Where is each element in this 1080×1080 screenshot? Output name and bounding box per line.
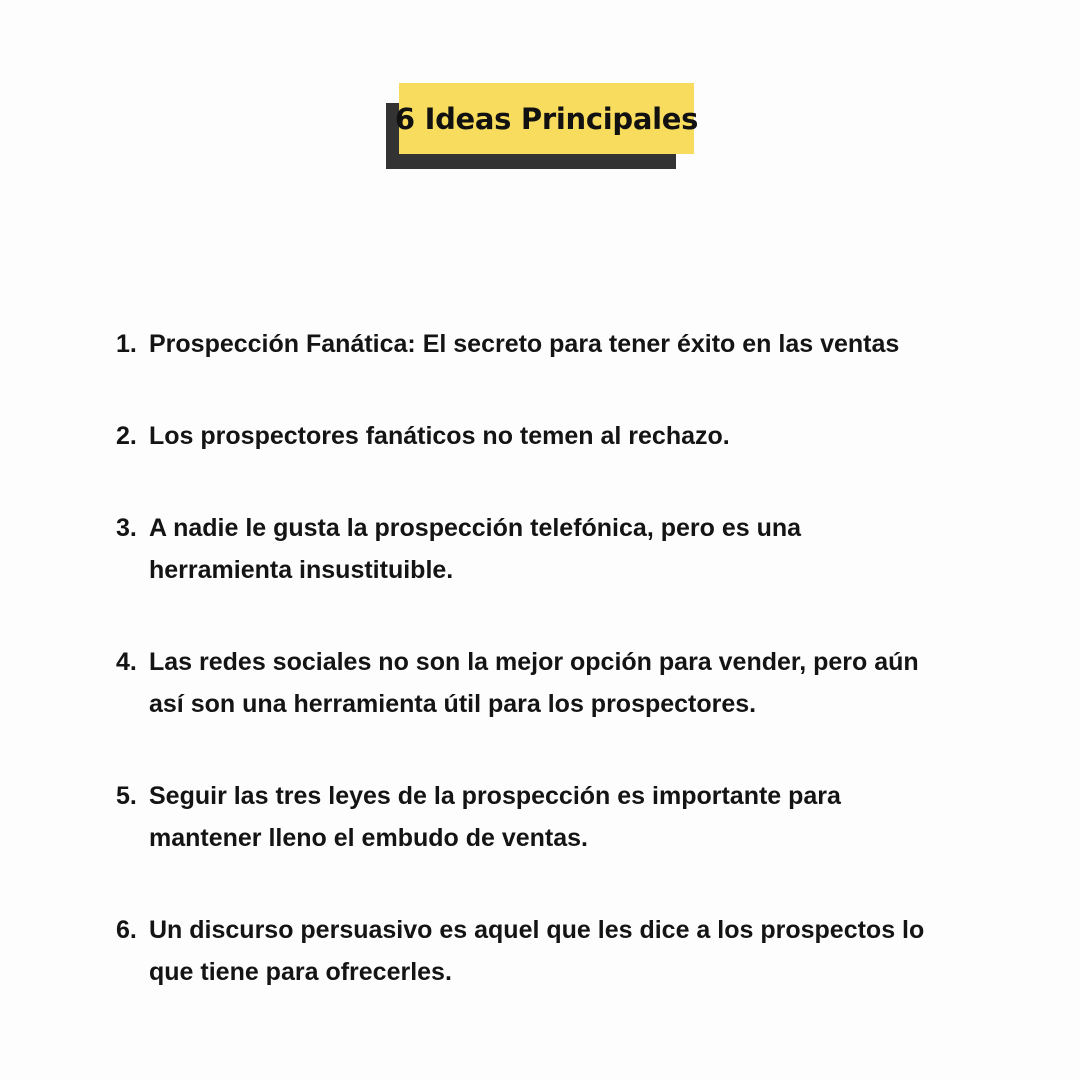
idea-text: Un discurso persuasivo es aquel que les dice a los prospectos lo que tiene para ofrecerles. xyxy=(149,916,925,986)
idea-number: 4. xyxy=(116,648,137,676)
idea-text: Prospección Fanática: El secreto para tener éxito en las ventas xyxy=(149,330,900,358)
idea-item-2 xyxy=(116,415,966,457)
idea-item-4 xyxy=(116,641,966,725)
idea-number: 1. xyxy=(116,330,137,358)
idea-item-5 xyxy=(116,775,966,859)
idea-number: 5. xyxy=(116,782,137,810)
idea-text: Los prospectores fanáticos no temen al rechazo. xyxy=(149,422,730,450)
idea-item-3 xyxy=(116,507,966,591)
page-title: 6 Ideas Principales xyxy=(394,101,699,136)
idea-text: Las redes sociales no son la mejor opción para vender, pero aún así son una herramienta útil para los prospectores. xyxy=(149,648,919,718)
idea-item-1 xyxy=(116,323,966,365)
idea-number: 6. xyxy=(116,916,137,944)
idea-item-6 xyxy=(116,909,966,993)
idea-number: 3. xyxy=(116,514,137,542)
idea-text: A nadie le gusta la prospección telefónica, pero es una herramienta insustituible. xyxy=(149,514,802,584)
idea-text: Seguir las tres leyes de la prospección es importante para mantener lleno el embudo de ventas. xyxy=(149,782,841,852)
idea-number: 2. xyxy=(116,422,137,450)
